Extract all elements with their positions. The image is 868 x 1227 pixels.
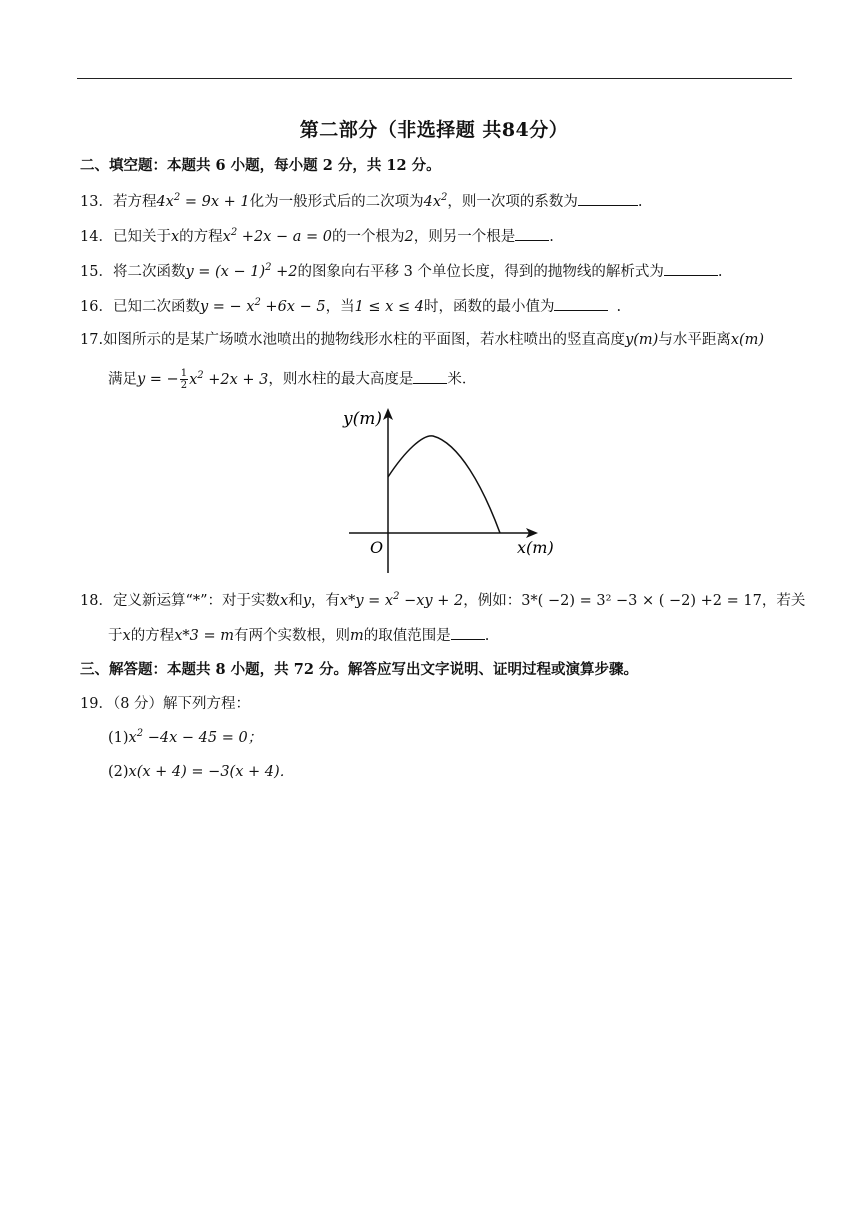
q15-equation: $y = (x - 1)^2 +2$ (185, 262, 298, 280)
q14-var: x (170, 229, 180, 245)
q18-line2-pre: 于 (108, 628, 123, 644)
q13-answer-blank[interactable] (578, 191, 638, 206)
q18-var-x2: x (122, 628, 131, 644)
q18-have: ，有 (310, 593, 340, 609)
q17-ym: y(m) (625, 332, 659, 348)
origin-label: O (370, 538, 384, 557)
q17-number: 17. (80, 332, 104, 348)
q13-mid: 化为一般形式后的二次项为 (249, 194, 424, 210)
q19-part2-label: (2) (108, 764, 129, 780)
q17-line2-pre: 满足 (108, 371, 137, 388)
question-17-line2 (108, 368, 476, 391)
q19-pre: （8 分）解下列方程： (112, 696, 251, 712)
q16-range: 1 ≤ x ≤ 4 (354, 299, 424, 315)
y-axis-label: y(m) (343, 409, 382, 429)
q15-answer-blank[interactable] (664, 261, 718, 276)
q14-answer-blank[interactable] (515, 226, 549, 241)
q13-number: 13． (80, 194, 113, 210)
q13-term: $4x^2$ (423, 192, 448, 210)
q17-xm: x(m) (730, 332, 765, 348)
q15-post: 的图象向右平移 3 个单位长度，得到的抛物线的解析式为 (297, 264, 664, 280)
q16-number: 16． (80, 299, 113, 315)
page-title: 第二部分（非选择题 共84分） (299, 119, 569, 141)
q14-root: 2 (404, 229, 414, 245)
q19-part2-equation: x(x + 4) = −3(x + 4)． (128, 764, 295, 780)
q18-var-m: m (349, 628, 364, 644)
q14-post: ，则另一个根是 (413, 229, 516, 245)
question-19 (80, 694, 250, 714)
q17-answer-blank[interactable] (413, 369, 447, 384)
question-13 (80, 191, 643, 212)
q19-number: 19． (80, 696, 113, 712)
q18-and: 和 (288, 593, 303, 609)
q18-line1: 定义新运算“*”：对于实数 (112, 593, 281, 609)
q17-frac-num: 1 (180, 368, 188, 379)
q14-mid: 的方程 (179, 229, 223, 245)
q17-line1b: 与水平距离 (658, 332, 731, 348)
q15-number: 15． (80, 264, 113, 280)
q15-end: . (717, 264, 723, 280)
q18-line2-mid: 的方程 (130, 628, 175, 644)
q13-pre: 若方程 (112, 194, 157, 210)
q19-part1-equation: $x^2 -4x - 45 = 0$； (128, 728, 263, 746)
question-14 (80, 226, 554, 247)
top-rule (77, 78, 792, 79)
question-18-line1 (80, 591, 805, 611)
q16-pre: 已知二次函数 (112, 299, 200, 315)
q18-line2-mid2: 有两个实数根，则 (233, 628, 350, 644)
q19-part2 (108, 762, 294, 782)
q19-part1-label: (1) (108, 730, 129, 746)
fountain-parabola-figure (335, 405, 565, 577)
q18-example-pre: ，例如： (463, 593, 522, 609)
q18-line2-post: 的取值范围是 (363, 628, 451, 644)
parabola-curve (388, 436, 500, 533)
q16-post: 时，函数的最小值为 (423, 299, 555, 315)
q18-rule: $x*y = x^2 -xy + 2$ (339, 591, 464, 609)
q18-var-x: x (280, 593, 289, 609)
q18-var-y: y (302, 593, 311, 609)
q16-end: . (616, 299, 622, 315)
q18-example: 3*( −2) = 3² −3 × ( −2) +2 = 17 (521, 593, 762, 609)
question-16 (80, 296, 621, 317)
section2-heading: 二、填空题：本题共 6 小题，每小题 2 分，共 12 分。 (80, 157, 441, 174)
q13-post: ，则一次项的系数为 (447, 194, 578, 210)
q18-end: . (484, 628, 490, 644)
q16-answer-blank[interactable] (554, 296, 608, 311)
q14-end: . (549, 229, 554, 245)
q17-frac-den: 2 (180, 380, 188, 391)
q18-answer-blank[interactable] (451, 625, 485, 640)
q16-equation: y = − $x^2 +6x - 5$ (199, 297, 326, 315)
q15-pre: 将二次函数 (112, 264, 186, 280)
q16-mid: ，当 (325, 299, 355, 315)
q19-part1 (108, 728, 262, 748)
q18-number: 18． (80, 593, 113, 609)
question-17-line1 (80, 330, 764, 350)
q13-end: . (637, 194, 643, 210)
question-18-line2 (108, 625, 489, 646)
q17-eq-b: $x^2 +2x + 3$ (189, 369, 269, 388)
q13-equation: $4x^2 = 9x + 1$ (156, 192, 250, 210)
q14-equation: $x^2 +2x - a = 0$ (222, 227, 332, 245)
q17-eq-a: y = − (137, 371, 179, 388)
q14-mid2: 的一个根为 (331, 229, 405, 245)
q17-fraction (180, 368, 188, 391)
q18-equation: x*3 = m (174, 628, 234, 644)
q14-number: 14． (80, 229, 113, 245)
q17-line1: 如图所示的是某广场喷水池喷出的抛物线形水柱的平面图，若水柱喷出的竖直高度 (103, 332, 626, 348)
q18-if: ，若关 (761, 593, 806, 609)
q14-pre: 已知关于 (112, 229, 171, 245)
question-15 (80, 261, 723, 282)
section3-heading: 三、解答题：本题共 8 小题，共 72 分。解答应写出文字说明、证明过程或演算步骤。 (80, 661, 638, 678)
q17-unit: 米． (447, 371, 477, 388)
x-axis-label: x(m) (517, 538, 554, 557)
q17-line2-post: ，则水柱的最大高度是 (268, 371, 414, 388)
